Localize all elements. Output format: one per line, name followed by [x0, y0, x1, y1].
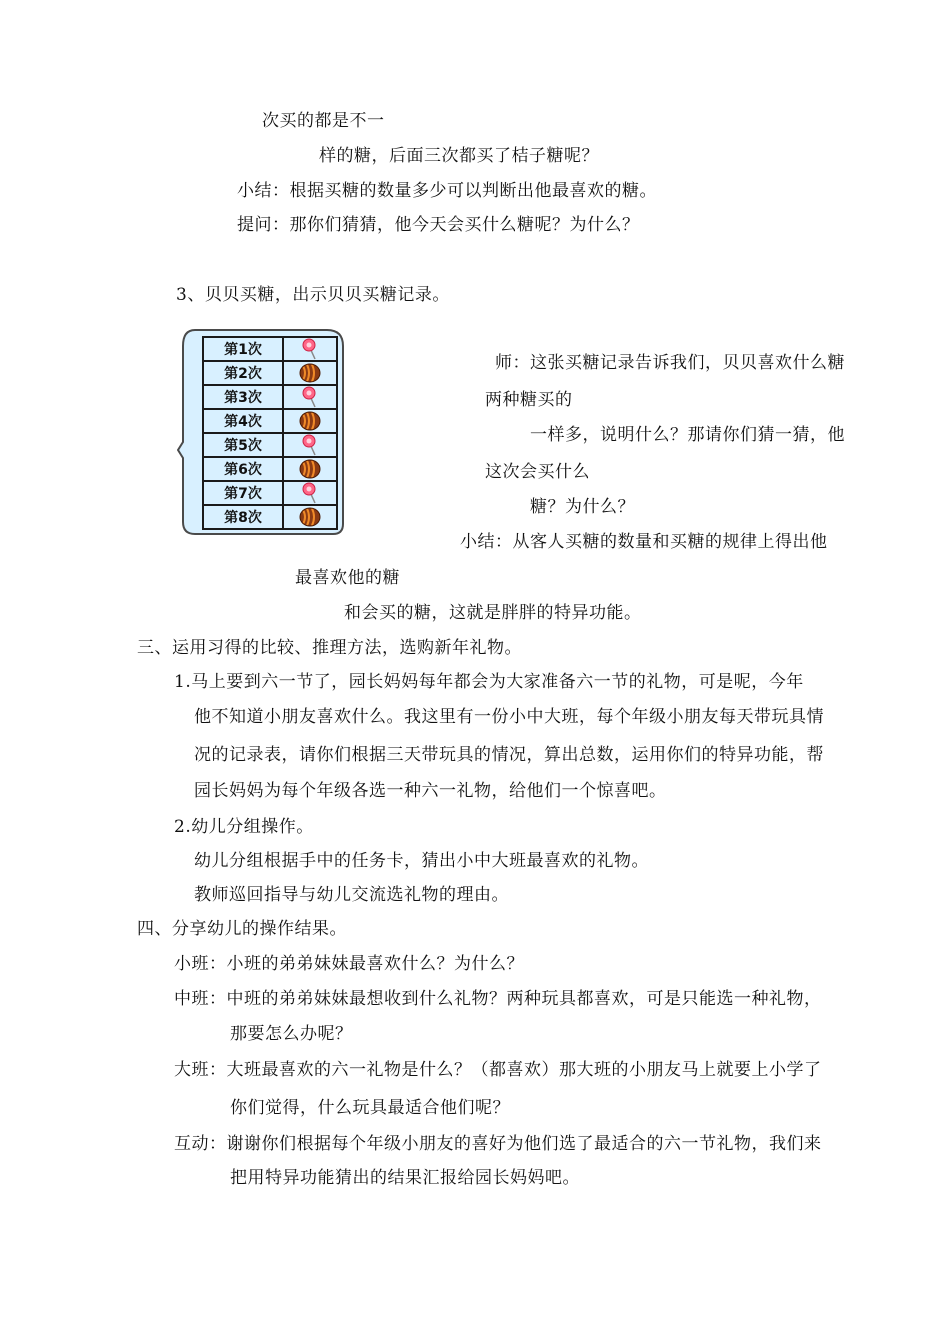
lollipop-icon — [298, 434, 322, 456]
text-line: 小结：根据买糖的数量多少可以判断出他最喜欢的糖。 — [237, 181, 657, 201]
record-row-label: 第2次 — [203, 361, 283, 385]
section-heading: 四、分享幼儿的操作结果。 — [137, 919, 347, 939]
record-row — [203, 409, 337, 433]
record-row — [203, 433, 337, 457]
record-row — [203, 337, 337, 361]
record-row-candy — [283, 385, 337, 409]
candy-purchase-record — [177, 328, 359, 536]
record-row-candy — [283, 409, 337, 433]
record-row-label: 第8次 — [203, 505, 283, 529]
text-line: 提问：那你们猜猜，他今天会买什么糖呢？为什么？ — [237, 215, 640, 235]
text-line: 大班：大班最喜欢的六一礼物是什么？（都喜欢）那大班的小朋友马上就要上小学了 — [174, 1060, 822, 1080]
record-row — [203, 361, 337, 385]
text-line: 次买的都是不一 — [262, 111, 385, 131]
text-line: 2.幼儿分组操作。 — [174, 817, 314, 837]
record-row-candy — [283, 433, 337, 457]
section-heading: 3、贝贝买糖，出示贝贝买糖记录。 — [176, 285, 450, 305]
record-row-label: 第4次 — [203, 409, 283, 433]
text-line: 一样多，说明什么？那请你们猜一猜，他 — [530, 425, 845, 445]
text-line: 把用特异功能猜出的结果汇报给园长妈妈吧。 — [230, 1168, 580, 1188]
record-row — [203, 385, 337, 409]
striped-candy-icon — [298, 410, 322, 432]
text-line: 园长妈妈为每个年级各选一种六一礼物，给他们一个惊喜吧。 — [194, 781, 667, 801]
lollipop-icon — [298, 482, 322, 504]
text-line: 师：这张买糖记录告诉我们，贝贝喜欢什么糖 — [495, 353, 845, 373]
text-line: 互动：谢谢你们根据每个年级小朋友的喜好为他们选了最适合的六一节礼物，我们来 — [174, 1134, 822, 1154]
record-row — [203, 481, 337, 505]
text-line: 教师巡回指导与幼儿交流选礼物的理由。 — [194, 885, 509, 905]
striped-candy-icon — [298, 362, 322, 384]
record-row-label: 第3次 — [203, 385, 283, 409]
text-line: 中班：中班的弟弟妹妹最想收到什么礼物？两种玩具都喜欢，可是只能选一种礼物， — [174, 989, 822, 1009]
record-row-candy — [283, 337, 337, 361]
striped-candy-icon — [298, 458, 322, 480]
text-line: 他不知道小朋友喜欢什么。我这里有一份小中大班，每个年级小朋友每天带玩具情 — [194, 707, 824, 727]
text-line: 糖？为什么？ — [530, 497, 635, 517]
text-line: 和会买的糖，这就是胖胖的特异功能。 — [344, 603, 642, 623]
record-row-label: 第6次 — [203, 457, 283, 481]
lollipop-icon — [298, 386, 322, 408]
text-line: 两种糖买的 — [485, 390, 573, 410]
text-line: 这次会买什么 — [485, 462, 590, 482]
text-line: 幼儿分组根据手中的任务卡，猜出小中大班最喜欢的礼物。 — [194, 851, 649, 871]
text-line: 样的糖，后面三次都买了桔子糖呢？ — [319, 146, 599, 166]
record-table — [202, 336, 338, 530]
striped-candy-icon — [298, 506, 322, 528]
text-line: 你们觉得，什么玩具最适合他们呢？ — [230, 1098, 510, 1118]
record-row-label: 第7次 — [203, 481, 283, 505]
text-line: 最喜欢他的糖 — [295, 568, 400, 588]
section-heading: 三、运用习得的比较、推理方法，选购新年礼物。 — [137, 638, 522, 658]
text-line: 1.马上要到六一节了，园长妈妈每年都会为大家准备六一节的礼物，可是呢，今年 — [174, 672, 804, 692]
text-line: 那要怎么办呢？ — [230, 1024, 353, 1044]
record-row — [203, 457, 337, 481]
record-row-candy — [283, 481, 337, 505]
record-row-candy — [283, 457, 337, 481]
text-line: 小结：从客人买糖的数量和买糖的规律上得出他 — [460, 532, 828, 552]
text-line: 小班：小班的弟弟妹妹最喜欢什么？为什么？ — [174, 954, 524, 974]
lollipop-icon — [298, 338, 322, 360]
record-row-candy — [283, 505, 337, 529]
text-line: 况的记录表，请你们根据三天带玩具的情况，算出总数，运用你们的特异功能，帮 — [194, 745, 824, 765]
record-row-label: 第1次 — [203, 337, 283, 361]
record-row-candy — [283, 361, 337, 385]
record-row-label: 第5次 — [203, 433, 283, 457]
record-row — [203, 505, 337, 529]
